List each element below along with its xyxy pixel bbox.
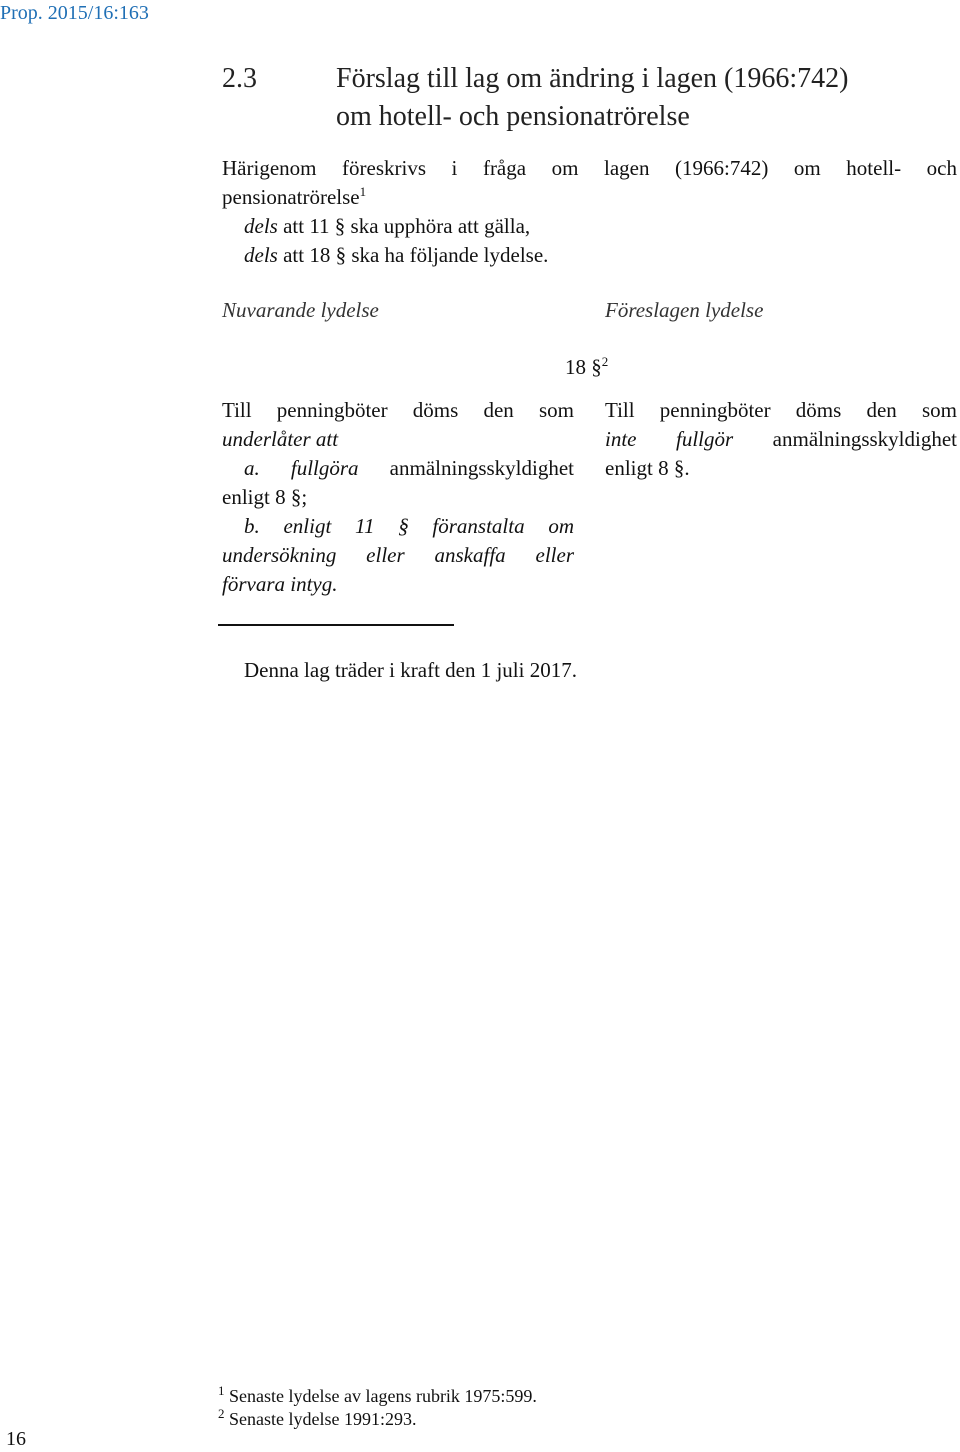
dels-text-2: att 18 § ska ha följande lydelse. [283, 243, 549, 267]
paragraph-number [565, 355, 608, 380]
dels-clause-2 [244, 240, 548, 270]
current-text-line-7: förvara intyg. [222, 572, 338, 596]
proposed-text-line-2 [605, 427, 957, 452]
current-item-a-italic: a. fullgöra [244, 456, 359, 480]
section-number: 2.3 [222, 63, 257, 94]
footnote-1 [218, 1383, 537, 1407]
footnote-2-text: Senaste lydelse 1991:293. [229, 1409, 417, 1429]
footnote-1-number: 1 [218, 1383, 225, 1398]
current-text-line-1: Till penningböter döms den som [222, 398, 574, 422]
dels-italic-2: dels [244, 243, 278, 267]
intro-law-name: pensionatrörelse [222, 185, 360, 209]
dels-clause-1 [244, 211, 530, 241]
dels-text-1: att 11 § ska upphöra att gälla, [283, 214, 531, 238]
footnote-1-text: Senaste lydelse av lagens rubrik 1975:599. [229, 1386, 537, 1406]
current-item-a-rest: anmälningsskyldighet [389, 456, 574, 480]
current-text-line-3 [244, 456, 574, 481]
proposed-rest: anmälningsskyldighet [772, 427, 957, 451]
proposed-wording-heading: Föreslagen lydelse [605, 298, 764, 322]
proposed-text-line-3: enligt 8 §. [605, 456, 690, 480]
dels-italic-1: dels [244, 214, 278, 238]
section-title-line-2: om hotell- och pensionatrörelse [336, 101, 690, 132]
intro-line-2 [222, 182, 366, 212]
proposed-text-line-1: Till penningböter döms den som [605, 398, 957, 422]
effective-date: Denna lag träder i kraft den 1 juli 2017. [244, 658, 577, 682]
current-text-line-6: undersökning eller anskaffa eller [222, 543, 574, 567]
proposed-italic: inte fullgör [605, 427, 734, 451]
page-number: 16 [6, 1428, 26, 1450]
current-text-line-5: b. enligt 11 § föranstalta om [244, 514, 574, 538]
separator-rule [218, 624, 454, 626]
current-wording-heading: Nuvarande lydelse [222, 298, 379, 322]
footnote-2 [218, 1406, 417, 1430]
section-title-line-1: Förslag till lag om ändring i lagen (1966:742) [336, 63, 849, 94]
proposition-reference: Prop. 2015/16:163 [0, 2, 149, 24]
current-text-line-2: underlåter att [222, 427, 339, 451]
footnote-ref-2: 2 [601, 354, 609, 369]
intro-line-1: Härigenom föreskrivs i fråga om lagen (1966:742) om hotell- och [222, 156, 957, 180]
footnote-2-number: 2 [218, 1406, 225, 1421]
current-text-line-4: enligt 8 §; [222, 485, 308, 509]
paragraph-label: 18 § [565, 355, 602, 379]
footnote-ref-1: 1 [359, 184, 367, 199]
